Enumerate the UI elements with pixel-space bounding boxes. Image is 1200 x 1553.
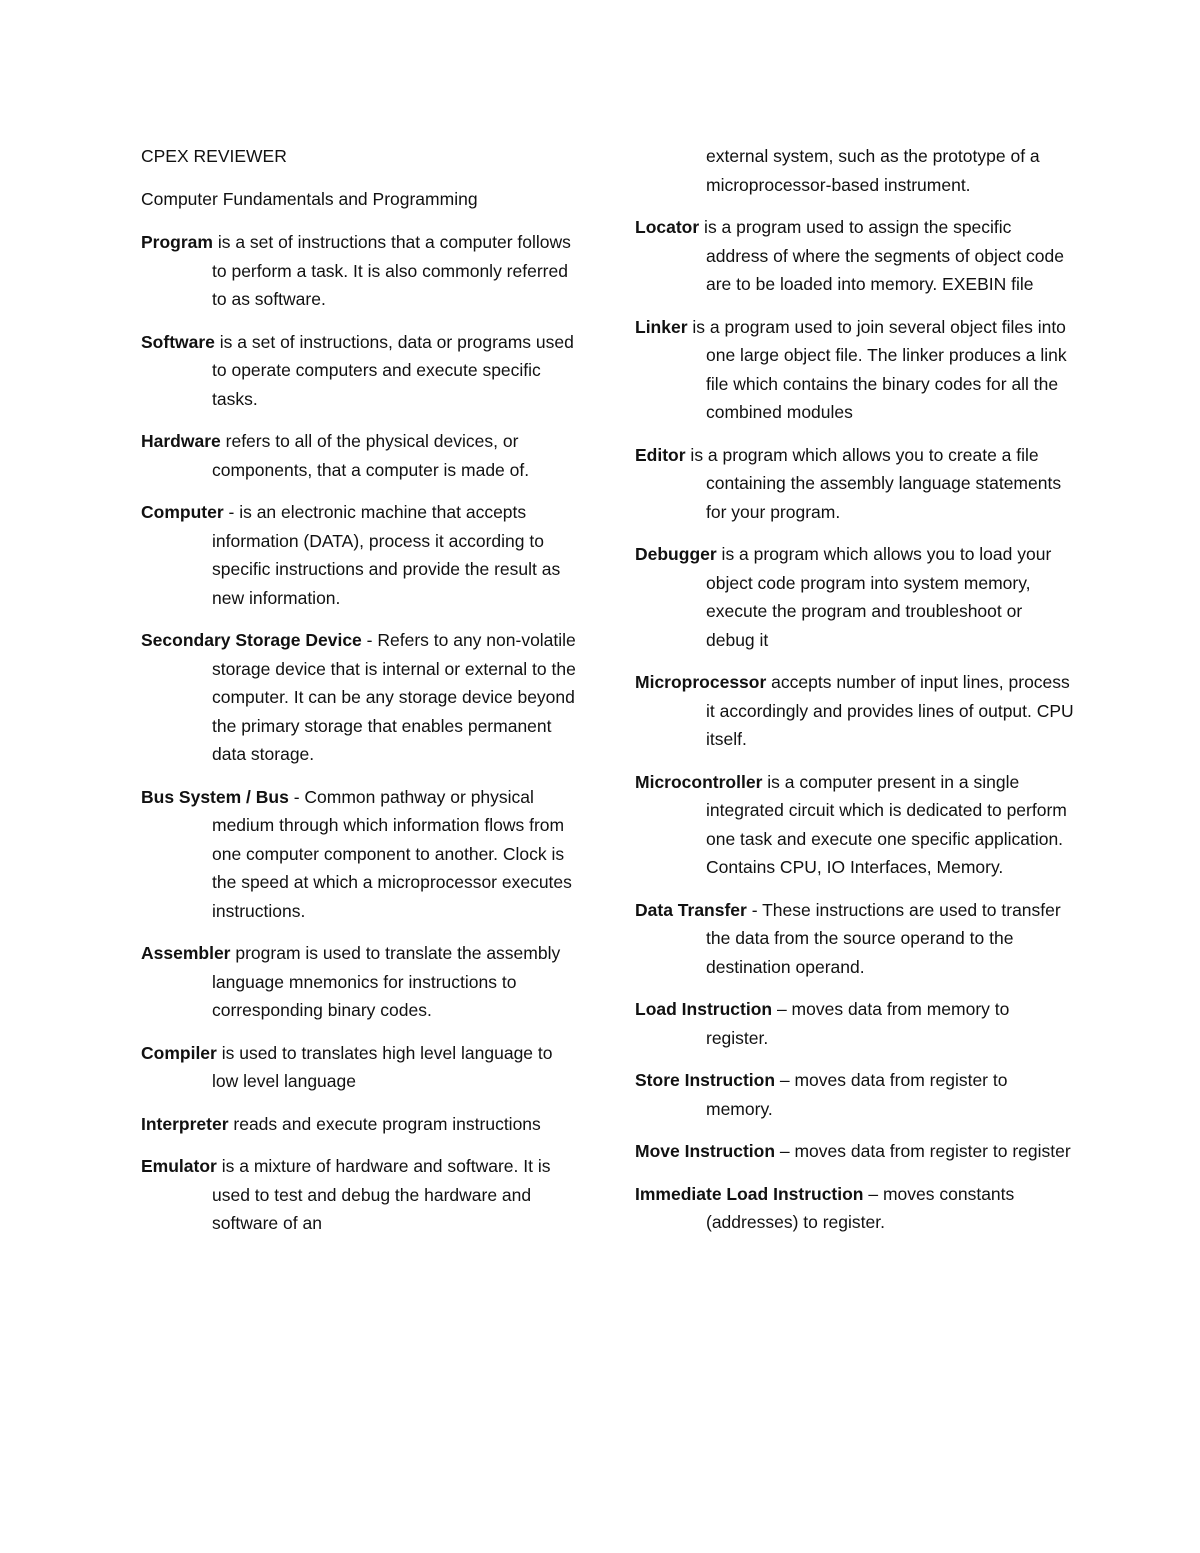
entry-locator (635, 213, 1075, 299)
definition: is a set of instructions that a computer follows to perform a task. It is also commonly referred to as software. (212, 232, 571, 309)
definition: is used to translates high level language to low level language (212, 1042, 553, 1091)
emulator-continuation: external system, such as the prototype of a microprocessor-based instrument. (706, 146, 1040, 195)
definition: - These instructions are used to transfer the data from the source operand to the destination operand. (706, 899, 1061, 977)
term: Secondary Storage Device (141, 630, 362, 650)
entry-computer (141, 498, 581, 612)
term: Load Instruction (635, 999, 773, 1019)
entry-hardware (141, 427, 581, 484)
term: Store Instruction (635, 1070, 776, 1090)
term: Software (141, 331, 215, 352)
entry-interpreter (141, 1110, 581, 1139)
definition: – moves data from register to register (775, 1141, 1071, 1161)
entry-compiler (141, 1039, 581, 1096)
definition: refers to all of the physical devices, or components, that a computer is made of. (212, 431, 530, 480)
term: Hardware (141, 431, 221, 451)
definition: - Common pathway or physical medium through which information flows from one computer component to another. Clock is the speed at which a microprocessor executes instructions. (212, 786, 572, 921)
term: Program (141, 232, 213, 252)
term: Move Instruction (635, 1141, 776, 1161)
definition: – moves data from register to memory. (706, 1070, 1008, 1119)
entry-immediate-load-instruction (635, 1180, 1075, 1237)
entry-assembler (141, 939, 581, 1025)
term: Emulator (141, 1156, 217, 1176)
entry-load-instruction (635, 995, 1075, 1052)
definition: is a program which allows you to load your object code program into system memory, execute the program and troubleshoot or debug it (706, 544, 1052, 650)
definition: – moves data from memory to register. (706, 999, 1010, 1048)
term: Microprocessor (635, 672, 767, 692)
term: Computer (141, 502, 224, 522)
document-subtitle: Computer Fundamentals and Programming (141, 189, 478, 209)
definition: is a program used to join several object files into one large object file. The linker produces a link file which contains the binary codes for all the combined modules (687, 316, 1067, 422)
entry-bus-system (141, 783, 581, 926)
entry-data-transfer (635, 896, 1075, 982)
entry-debugger (635, 540, 1075, 654)
entry-linker (635, 313, 1075, 427)
entry-secondary-storage-device (141, 626, 581, 769)
term: Bus System / Bus (141, 786, 289, 807)
term: Data Transfer (635, 899, 747, 920)
definition: reads and execute program instructions (228, 1113, 541, 1134)
term: Locator (635, 217, 700, 237)
definition: is a set of instructions, data or programs used to operate computers and execute specific tasks. (212, 331, 574, 409)
term: Interpreter (141, 1113, 229, 1134)
entry-move-instruction (635, 1137, 1075, 1166)
term: Debugger (635, 544, 717, 564)
definition: is a program which allows you to create a file containing the assembly language statements for your program. (685, 444, 1062, 522)
term: Microcontroller (635, 771, 763, 792)
right-column (635, 142, 1075, 1251)
term: Editor (635, 444, 686, 465)
definition: is a computer present in a single integrated circuit which is dedicated to perform one task and execute one specific application. Contains CPU, IO Interfaces, Memory. (706, 771, 1067, 877)
entry-microcontroller (635, 768, 1075, 882)
definition: is a mixture of hardware and software. It is used to test and debug the hardware and software of an (212, 1156, 551, 1233)
definition: - is an electronic machine that accepts information (DATA), process it according to specific instructions and provide the result as new information. (212, 502, 561, 608)
entry-emulator (141, 1152, 581, 1238)
definition: – moves constants (addresses) to register. (706, 1183, 1015, 1232)
term: Assembler (141, 943, 231, 963)
definition: program is used to translate the assembly language mnemonics for instructions to corresponding binary codes. (212, 943, 561, 1020)
term: Linker (635, 316, 688, 337)
definition: - Refers to any non-volatile storage device that is internal or external to the computer. It can be any storage device beyond the primary storage that enables permanent data storage. (212, 630, 576, 764)
entry-microprocessor (635, 668, 1075, 754)
definition: is a program used to assign the specific address of where the segments of object code are to be loaded into memory. EXEBIN file (699, 217, 1064, 294)
entry-program (141, 228, 581, 314)
definition: accepts number of input lines, process it accordingly and provides lines of output. CPU itself. (706, 672, 1074, 749)
term: Immediate Load Instruction (635, 1183, 864, 1204)
term: Compiler (141, 1042, 217, 1063)
document-title: CPEX REVIEWER (141, 146, 287, 166)
entry-store-instruction (635, 1066, 1075, 1123)
entry-editor (635, 441, 1075, 527)
entry-software (141, 328, 581, 414)
left-column (141, 142, 581, 1252)
